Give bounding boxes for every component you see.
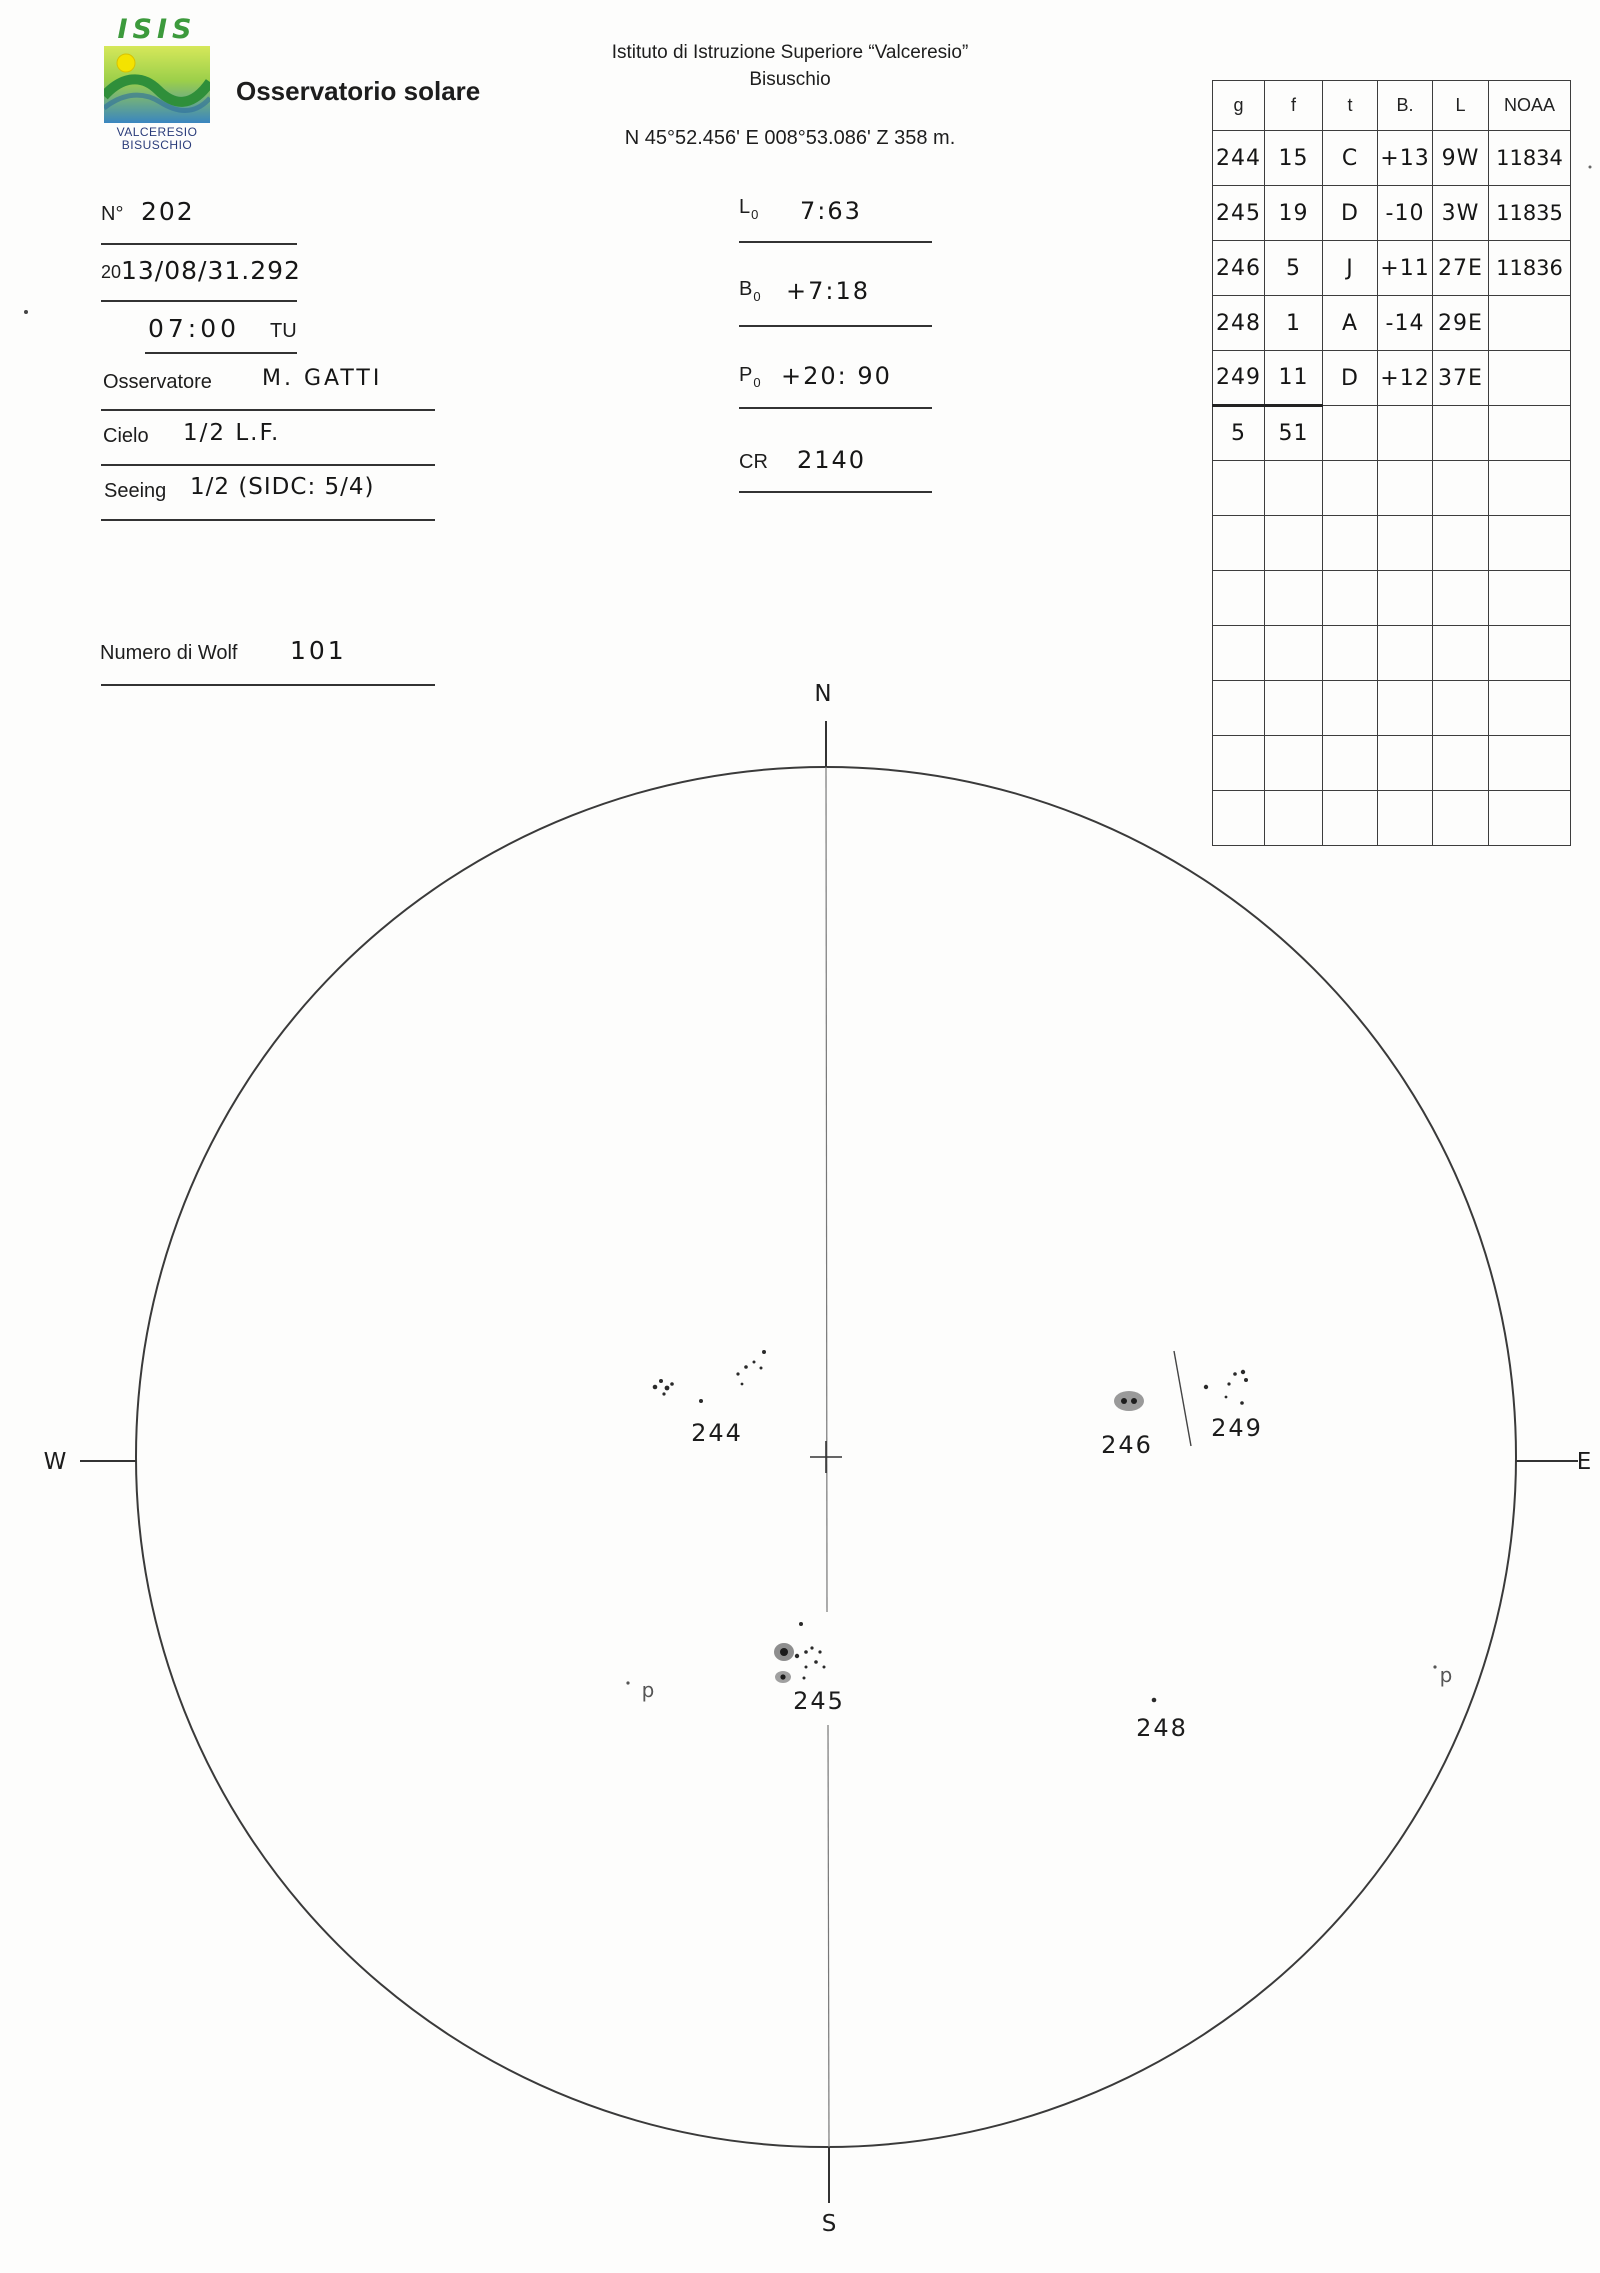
sunspot [753, 1361, 756, 1364]
cell-noaa: 11836 [1489, 241, 1571, 296]
p0-letter: P [739, 364, 753, 386]
cell-latitude: -14 [1378, 296, 1433, 351]
scan-speck [24, 310, 28, 314]
cell-noaa: 11834 [1489, 131, 1571, 186]
institute-town: Bisuschio [749, 69, 831, 90]
scan-speck [1589, 166, 1592, 169]
cell-type: J [1323, 241, 1378, 296]
wolf-number-label: Numero di Wolf [100, 642, 238, 664]
sunspot-penumbra [1114, 1391, 1144, 1411]
header-group: g [1213, 81, 1265, 131]
sunspot [804, 1650, 808, 1654]
sunspot [1227, 1382, 1230, 1385]
b0-subscript: 0 [753, 289, 761, 304]
cell-group: 246 [1213, 241, 1265, 296]
cell-type: C [1323, 131, 1378, 186]
l0-value: 7:63 [800, 197, 862, 225]
cell-longitude: 27E [1433, 241, 1489, 296]
sunspot [1233, 1372, 1237, 1376]
cell-spots: 5 [1265, 241, 1323, 296]
group-separator-line [1174, 1351, 1191, 1446]
sunspot-group-249 [1204, 1370, 1248, 1405]
observatory-coordinates: N 45°52.456' E 008°53.086' Z 358 m. [624, 127, 956, 149]
cell-spots: 1 [1265, 296, 1323, 351]
cell-longitude: 3W [1433, 186, 1489, 241]
sunspot [795, 1654, 799, 1658]
cell-group: 248 [1213, 296, 1265, 351]
header-spots: f [1265, 81, 1323, 131]
sunspot [653, 1385, 658, 1390]
sunspot-group-248 [1152, 1698, 1157, 1703]
sunspot [780, 1674, 785, 1679]
cell-group: 244 [1213, 131, 1265, 186]
cell-spots: 15 [1265, 131, 1323, 186]
cell-type: A [1323, 296, 1378, 351]
sunspot [1225, 1396, 1228, 1399]
sunspot [744, 1365, 748, 1369]
central-meridian-upper [826, 767, 827, 1612]
cr-value: 2140 [797, 446, 867, 474]
sunspot [823, 1666, 826, 1669]
group-label-245: 245 [793, 1687, 845, 1715]
group-label-248: 248 [1136, 1714, 1188, 1742]
p0-subscript: 0 [753, 375, 761, 390]
sunspot [762, 1350, 766, 1354]
sunspot [1244, 1378, 1248, 1382]
cell-total-groups: 5 [1213, 406, 1265, 461]
header-latitude: B. [1378, 81, 1433, 131]
cell-noaa: 11835 [1489, 186, 1571, 241]
cell-type: D [1323, 351, 1378, 406]
cell-latitude: -10 [1378, 186, 1433, 241]
cr-label: CR [739, 451, 768, 473]
sunspot [760, 1367, 763, 1370]
cell-total-spots: 51 [1265, 406, 1323, 461]
sunspot [818, 1650, 821, 1653]
sunspot [1204, 1385, 1208, 1389]
cell-type: D [1323, 186, 1378, 241]
sunspot [803, 1677, 806, 1680]
sunspot [736, 1372, 739, 1375]
sunspot [659, 1379, 663, 1383]
sunspot [699, 1399, 703, 1403]
logo-caption-line2: BISUSCHIO [121, 138, 193, 152]
observatory-title: Osservatorio solare [236, 76, 481, 106]
sunspot [805, 1666, 808, 1669]
observation-date: 13/08/31.292 [121, 256, 301, 285]
number-label: N° [101, 203, 124, 225]
central-meridian-lower [828, 1725, 829, 2147]
l0-subscript: 0 [751, 207, 759, 222]
sky-value: 1/2 L.F. [183, 420, 281, 446]
cell-group: 249 [1213, 351, 1265, 406]
cell-longitude: 9W [1433, 131, 1489, 186]
sunspot [662, 1392, 665, 1395]
date-prefix: 20 [101, 262, 122, 282]
b0-letter: B [739, 278, 753, 300]
cell-latitude: +11 [1378, 241, 1433, 296]
cell-latitude: +13 [1378, 131, 1433, 186]
plage-mark-west: p [641, 1678, 655, 1702]
observer-label: Osservatore [103, 371, 212, 393]
seeing-label: Seeing [104, 480, 167, 502]
logo-caption-line1: VALCERESIO [116, 125, 198, 139]
sky-label: Cielo [103, 425, 149, 447]
cell-longitude: 37E [1433, 351, 1489, 406]
sunspot [1240, 1401, 1244, 1405]
header-longitude: L [1433, 81, 1489, 131]
sunspot [1121, 1398, 1127, 1404]
wolf-number-value: 101 [290, 636, 347, 665]
l0-letter: L [739, 196, 751, 218]
north-label: N [814, 681, 832, 707]
south-label: S [821, 2211, 837, 2237]
plage-dot-west [626, 1681, 629, 1684]
sunspot [1131, 1398, 1137, 1404]
p0-value: +20: 90 [781, 362, 892, 390]
sunspot-group-246 [1114, 1391, 1144, 1411]
sunspot-group-245 [774, 1622, 826, 1683]
sunspot-group-244 [653, 1350, 766, 1403]
cell-group: 245 [1213, 186, 1265, 241]
sunspot [810, 1646, 813, 1649]
observer-name: M. GATTI [262, 366, 383, 391]
plage-dot-east [1433, 1665, 1436, 1668]
group-label-244: 244 [691, 1419, 743, 1447]
sunspot [1152, 1698, 1157, 1703]
b0-value: +7:18 [786, 277, 871, 305]
cell-spots: 19 [1265, 186, 1323, 241]
east-label: E [1576, 1449, 1592, 1475]
time-unit: TU [270, 320, 297, 342]
group-label-249: 249 [1211, 1414, 1263, 1442]
cell-latitude: +12 [1378, 351, 1433, 406]
sunspot [741, 1383, 744, 1386]
header-noaa: NOAA [1489, 81, 1571, 131]
observation-number: 202 [141, 197, 195, 226]
seeing-value: 1/2 (SIDC: 5/4) [190, 474, 375, 500]
cell-spots: 11 [1265, 351, 1323, 406]
group-label-246: 246 [1101, 1431, 1153, 1459]
header-type: t [1323, 81, 1378, 131]
observation-time: 07:00 [148, 314, 241, 343]
plage-mark-east: p [1439, 1663, 1453, 1687]
sunspot [1241, 1370, 1245, 1374]
sunspot [814, 1660, 818, 1664]
sunspot [780, 1648, 788, 1656]
sunspot [665, 1386, 670, 1391]
cell-longitude: 29E [1433, 296, 1489, 351]
isis-logo-wordmark: ISIS [117, 14, 197, 45]
institute-name: Istituto di Istruzione Superiore “Valceresio” [611, 42, 969, 63]
sunspot [670, 1382, 674, 1386]
sunspot [799, 1622, 803, 1626]
west-label: W [43, 1449, 67, 1475]
